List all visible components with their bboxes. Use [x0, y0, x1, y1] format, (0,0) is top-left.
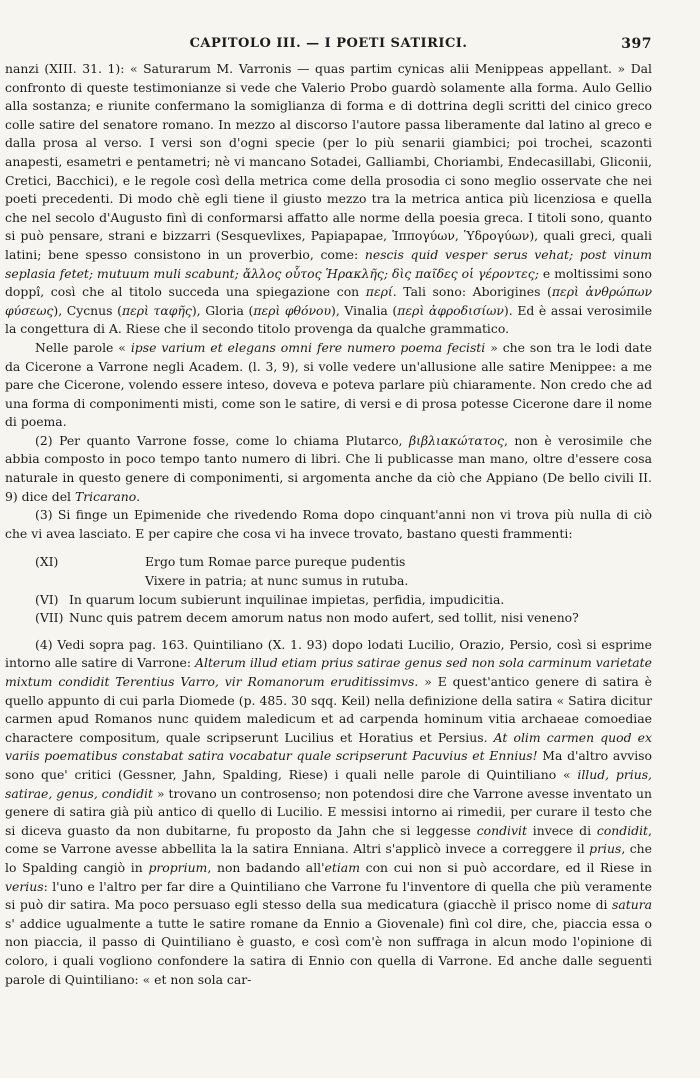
- text-run: ), Cycnus (: [53, 302, 122, 318]
- paragraph: [5, 60, 652, 339]
- text-run: Nelle parole «: [35, 339, 131, 355]
- italic-text: βιβλιακώτατος: [408, 432, 504, 448]
- italic-text: prius: [589, 841, 622, 857]
- italic-text: etiam: [324, 859, 360, 875]
- italic-text: περὶ ἀφροδισίων: [397, 302, 504, 318]
- verse-label: (VII): [35, 610, 64, 626]
- text-run: , non badando all': [207, 859, 325, 875]
- text-run: ), Vinalia (: [331, 302, 398, 318]
- text-run: . Tali sono: Aborigines (: [392, 284, 552, 300]
- italic-text: ipse varium et elegans omni fere numero poema fecisti: [130, 339, 486, 355]
- italic-text: illud, prius, satirae, genus, condidit: [5, 766, 652, 801]
- text-run: Ἱππογύων, Ὑδρογύων: [392, 228, 530, 244]
- italic-text: nescis quid vesper serus vehat; post vinum seplasia fetet; mutuum muli scabunt; ἄλλος οὗτος Ἡρακλῆς; δὶς παῖδες οἱ γέροντες;: [5, 246, 652, 281]
- italic-text: Alterum illud etiam prius satirae genus sed non sola carminum varietate mixtum condidit Terentius Varro, vir Romanorum eruditissimvs.: [5, 655, 652, 689]
- verse-label: (VI): [35, 591, 59, 607]
- text-run: (3) Si finge un Epimenide che rivedendo Roma dopo cinquant'anni non vi trova più nulla di ciò che vi avea lasciato. E per capire che cosa vi ha invece trovato, bastano questi frammenti:: [5, 507, 652, 541]
- verse-line: [5, 591, 652, 610]
- text-run: ), Gloria (: [191, 302, 254, 318]
- paragraph: [5, 432, 652, 506]
- text-run: ). Ed è assai verosimile la congettura di A. Riese che il secondo titolo provenga da qualche grammatico.: [5, 302, 653, 337]
- text-run: e moltissimi sono doppî, così che al titolo succeda una spiegazione con: [5, 265, 652, 300]
- verse-text: Ergo tum Romae parce pureque pudentis: [145, 554, 406, 570]
- italic-text: περί: [365, 284, 393, 300]
- verse-text: Nunc quis patrem decem amorum natus non modo aufert, sed tollit, nisi veneno?: [69, 610, 579, 626]
- italic-text: condidit: [596, 822, 649, 838]
- verse-line: [5, 609, 652, 628]
- italic-text: satura: [611, 897, 652, 913]
- italic-text: περὶ ἀνθρώπων φύσεως: [5, 284, 653, 318]
- text-run: invece di: [526, 822, 597, 838]
- text-run: , che lo Spalding cangiò in: [5, 841, 652, 875]
- page-body: [5, 60, 652, 989]
- footnotes-upper: [5, 60, 652, 543]
- italic-text: περὶ φθόνου: [253, 302, 332, 318]
- verse-label: (XI): [35, 554, 59, 570]
- chapter-title: CAPITOLO III. — I POETI SATIRICI.: [189, 36, 468, 51]
- italic-text: condivit: [476, 822, 527, 838]
- verse-text: Vixere in patria; at nunc sumus in rutuba.: [145, 573, 409, 589]
- text-run: (2) Per quanto Varrone fosse, come lo chiama Plutarco,: [35, 432, 409, 448]
- text-run: Ma d'altro avviso sono que' critici (Gessner, Jahn, Spalding, Riese) i quali nelle parole di Quintiliano «: [5, 748, 652, 782]
- italic-text: At olim carmen quod ex variis poematibus constabat satira vocabatur quale scripserunt Pacuvius et Ennius!: [5, 729, 652, 764]
- text-run: , come se Varrone avesse abbellita la la satira Enniana. Altri s'applicò invece a correggere il: [5, 822, 652, 857]
- text-run: , non è verosimile che abbia composto in poco tempo tanto numero di libri. Che li publicasse man mano, oltre d'essere cosa naturale in questo genere di componimenti, si argomenta anche da ciò che Appiano (De bello civili II. 9) dice del: [5, 432, 652, 504]
- text-run: » trovano un controsenso; non potendosi dire che Varrone avesse inventato un genere di satira già più antico di quello di Lucilio. E messisi intorno ai rimedii, per curare il testo che si diceva guasto da non dubitarne, fu proposto da Jahn che si leggesse: [5, 785, 652, 838]
- text-run: (4) Vedi sopra pag. 163. Quintiliano (X. 1. 93) dopo lodati Lucilio, Orazio, Persio, così si esprime intorno alle satire di Varrone:: [5, 636, 652, 671]
- text-run: s' addice ugualmente a tutte le satire romane da Ennio a Giovenale) finì col dire, che, piaccia essa o non piaccia, il passo di Quintiliano è guasto, e così com'è non suffraga in alcun modo l'opinione di coloro, i quali vogliono confondere la satira di Ennio con quella di Varrone. Ed anche dalle seguenti parole di Quintiliano: « et non sola car-: [5, 915, 652, 987]
- paragraph: [5, 506, 652, 543]
- paragraph: [5, 339, 652, 432]
- text-run: : l'uno e l'altro per far dire a Quintiliano che Varrone fu l'inventore di quella che più veramente si può dir satira. Ma poco persuaso egli stesso della sua medicatura (giacchè il prisco nome di: [5, 878, 652, 913]
- page-number: 397: [621, 36, 652, 52]
- text-run: .: [136, 488, 141, 504]
- footnotes-lower: [5, 636, 652, 989]
- italic-text: περὶ ταφῆς: [121, 302, 192, 318]
- text-run: nanzi (XIII. 31. 1): « Saturarum M. Varronis — quas partim cynicas alii Menippeas appellant. » Dal confronto di queste testimonianze si vede che Valerio Probo guardò solamente alla forma. Aulo Gellio alla sostanza; e riunite confermano la somiglianza di forma e di dottrina degli scritti del cinico greco colle satire del senatore romano. In mezzo al discorso l'autore passa liberamente dal latino al greco e dalla prosa al verso. I versi son d'ogni specie (per lo più senarii giambici; poi trochei, scazonti anapesti, esametri e pentametri; nè vi mancano Sotadei, Galliambi, Choriambi, Endecasillabi, Gliconii, Cretici, Bacchici), e le regole così della metrica come della prosodia ci sono meglio osservate che nei poeti precedenti. Di modo chè egli tiene il giusto mezzo tra la metrica antica più licenziosa e quella che nel secolo d'Augusto finì di conformarsi affatto alle norme della poesia greca. I titoli sono, quanto si può pensare, strani e bizzarri (Sesquevlixes, Papiapapae,: [5, 61, 652, 244]
- verse-text: In quarum locum subierunt inquilinae impietas, perfidia, impudicitia.: [69, 591, 505, 607]
- verse-line: [5, 553, 652, 572]
- italic-text: Tricarano: [74, 488, 137, 504]
- text-run: » E quest'antico genere di satira è quello appunto di cui parla Diomede (p. 485. 30 sqq. Keil) nella definizione della satira « Satira dicitur carmen apud Romanos nunc quidem maledicum et ad carpenda hominum vitia archaeae comoediae charactere compositum, quale scripserunt Lucilius et Horatius et Persius.: [5, 674, 653, 745]
- text-run: » che son tra le lodi date da Cicerone a Varrone negli Academ. (l. 3, 9), si volle vedere un'allusione alle satire Menippee: a me pare che Cicerone, volendo essere inteso, doveva e poteva parlare più chiaramente. Non credo che ad una forma di componimenti misti, come son le satire, di versi e di prosa potesse Cicerone dare il nome di poema.: [5, 339, 652, 430]
- verse-fragments: [5, 553, 652, 627]
- text-run: ), quali greci, quali latini; bene spesso consistono in un proverbio, come:: [5, 228, 652, 262]
- text-run: con cui non si può accordare, ed il Riese in: [359, 859, 653, 875]
- running-header: [5, 36, 652, 60]
- italic-text: verius: [5, 878, 44, 894]
- italic-text: proprium: [148, 859, 208, 875]
- verse-line: [5, 572, 652, 591]
- paragraph: [5, 636, 652, 989]
